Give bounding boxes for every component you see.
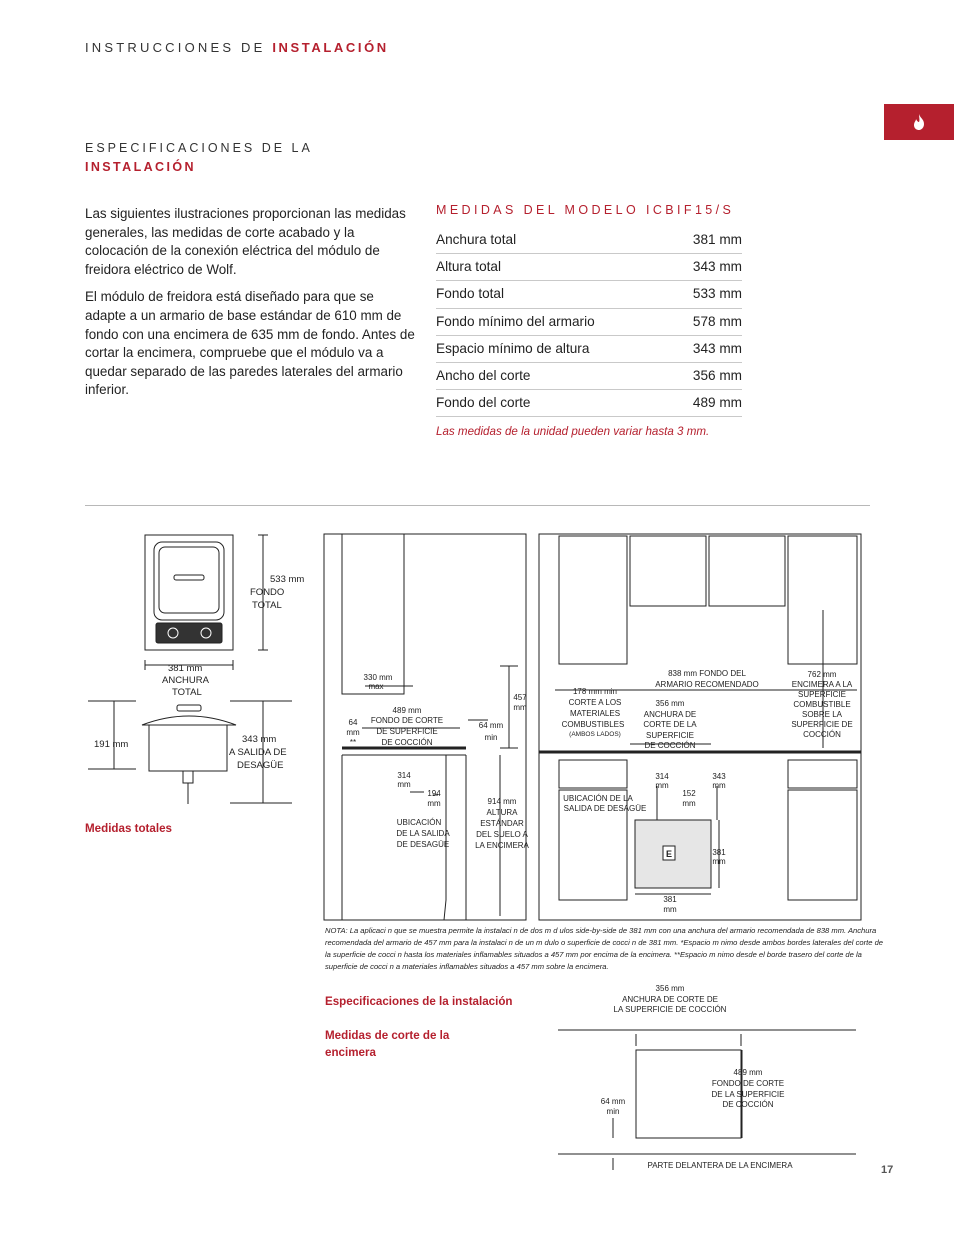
svg-text:SALIDA DE DESAGÜE: SALIDA DE DESAGÜE (563, 804, 647, 813)
svg-text:178 mm min: 178 mm min (572, 687, 618, 696)
svg-text:PARTE DELANTERA DE LA ENCIMERA: PARTE DELANTERA DE LA ENCIMERA (647, 1161, 793, 1170)
svg-text:152: 152 (682, 789, 696, 798)
svg-text:ARMARIO RECOMENDADO: ARMARIO RECOMENDADO (655, 680, 759, 689)
svg-text:mm: mm (663, 905, 677, 914)
spec-table-title: MEDIDAS DEL MODELO ICBIF15/S (436, 203, 735, 217)
spec-row: Anchura total 381 mm (436, 227, 742, 254)
page-header: INSTRUCCIONES DE INSTALACIÓN (85, 40, 389, 55)
overall-labels (94, 574, 304, 771)
svg-text:356 mm: 356 mm (655, 984, 685, 993)
svg-text:762 mm: 762 mm (807, 670, 837, 679)
svg-text:381 mm: 381 mm (168, 663, 203, 674)
spec-note: Las medidas de la unidad pueden variar hasta 3 mm. (436, 425, 710, 438)
intro-paragraph: El módulo de freidora está diseñado para que se adapte a un armario de base estándar de 610 mm de fondo con una encimera de 635 mm de fondo. Antes de cortar la encimera, compruebe que el módulo va a quedar separado de las paredes laterales del armario inferior. (85, 289, 415, 398)
svg-text:343 mm: 343 mm (242, 734, 277, 745)
svg-text:DEL SUELO A: DEL SUELO A (476, 830, 528, 839)
section-title: ESPECIFICACIONES DE LA INSTALACIÓN (85, 141, 313, 174)
cutout-drawing (556, 980, 861, 1172)
cutout-labels (601, 984, 793, 1170)
svg-text:mm: mm (346, 728, 360, 737)
svg-text:DESAGÜE: DESAGÜE (237, 760, 284, 771)
svg-text:mm: mm (712, 857, 726, 866)
svg-text:SUPERFICIE DE: SUPERFICIE DE (791, 720, 853, 729)
svg-text:mm: mm (682, 799, 696, 808)
svg-text:FONDO: FONDO (250, 587, 285, 598)
svg-text:min: min (606, 1107, 620, 1116)
svg-text:TOTAL: TOTAL (172, 687, 202, 698)
svg-text:DE DESAGÜE: DE DESAGÜE (396, 840, 450, 849)
svg-text:DE COCCIÓN: DE COCCIÓN (381, 738, 433, 747)
svg-text:489 mm: 489 mm (733, 1068, 763, 1077)
svg-text:MATERIALES: MATERIALES (569, 709, 621, 718)
header-highlight: INSTALACIÓN (272, 40, 389, 55)
installation-footnote: NOTA: La aplicaci n que se muestra permite la instalaci n de dos m d ulos side-by-side de 381 mm con una anchura del armario recomendada de 838 mm. Anchura recomendada del armario de 457 mm para la instalaci n de un m dulo o superficie de cocci n de 381 mm. *Espacio m nimo desde ambos bordes laterales del corte de la superficie de cocci n hasta los materiales inflamables situados a 457 mm por encima de la encimera. **Espacio m nimo desde el borde trasero del corte de la superficie de cocci n a materiales inflamables situados a 457 mm sobre la encimera. (325, 926, 884, 971)
svg-text:(AMBOS LADOS): (AMBOS LADOS) (569, 731, 621, 738)
spec-row: Altura total 343 mm (436, 254, 742, 281)
svg-text:UBICACIÓN DE LA: UBICACIÓN DE LA (563, 794, 633, 803)
svg-text:mm: mm (427, 799, 441, 808)
svg-text:DE LA SALIDA: DE LA SALIDA (396, 829, 450, 838)
svg-text:330 mm: 330 mm (363, 673, 393, 682)
svg-text:DE SUPERFICIE: DE SUPERFICIE (376, 727, 438, 736)
svg-text:E: E (665, 849, 673, 859)
svg-text:mm: mm (712, 781, 726, 790)
svg-text:CORTE A LOS: CORTE A LOS (568, 698, 622, 707)
svg-text:COMBUSTIBLE: COMBUSTIBLE (793, 700, 851, 709)
svg-text:LA ENCIMERA: LA ENCIMERA (475, 841, 529, 850)
spec-row: Fondo del corte 489 mm (436, 390, 742, 417)
svg-text:mm: mm (655, 781, 669, 790)
svg-text:mm: mm (513, 703, 527, 712)
caption-installation: Especificaciones de la instalación (325, 995, 513, 1008)
svg-text:COMBUSTIBLES: COMBUSTIBLES (561, 720, 625, 729)
svg-text:**: ** (349, 738, 357, 747)
svg-text:SUPERFICIE: SUPERFICIE (797, 690, 847, 699)
svg-text:SOBRE LA: SOBRE LA (801, 710, 843, 719)
svg-text:UBICACIÓN: UBICACIÓN (396, 818, 442, 827)
flame-icon (884, 104, 954, 140)
svg-text:ESTÁNDAR: ESTÁNDAR (480, 819, 524, 828)
svg-text:DE COCCIÓN: DE COCCIÓN (644, 741, 696, 750)
svg-text:914 mm: 914 mm (487, 797, 517, 806)
spec-row: Espacio mínimo de altura 343 mm (436, 336, 742, 363)
intro-paragraph: Las siguientes ilustraciones proporcionan las medidas generales, las medidas de corte acabado y la colocación de la conexión eléctrica del módulo de freidora eléctrico de Wolf. (85, 206, 406, 277)
svg-text:max: max (368, 682, 384, 691)
svg-text:COCCIÓN: COCCIÓN (803, 730, 841, 739)
svg-text:ENCIMERA A LA: ENCIMERA A LA (791, 680, 853, 689)
svg-text:343: 343 (712, 772, 726, 781)
svg-text:489 mm: 489 mm (392, 706, 422, 715)
svg-text:533 mm: 533 mm (270, 574, 305, 585)
svg-text:457: 457 (513, 693, 527, 702)
svg-text:ANCHURA DE: ANCHURA DE (643, 710, 697, 719)
svg-text:838 mm FONDO DEL: 838 mm FONDO DEL (668, 669, 746, 678)
caption-overall: Medidas totales (85, 822, 172, 835)
svg-text:DE COCCIÓN: DE COCCIÓN (722, 1100, 774, 1109)
svg-text:CORTE DE LA: CORTE DE LA (643, 720, 697, 729)
caption-cutout: Medidas de corte de la encimera (325, 1029, 450, 1059)
side-installation-drawing (320, 530, 530, 922)
spec-row: Fondo mínimo del armario 578 mm (436, 309, 742, 336)
svg-text:64 mm: 64 mm (478, 721, 504, 730)
svg-text:381: 381 (663, 895, 677, 904)
intro-text (85, 205, 415, 409)
svg-text:min: min (484, 733, 498, 742)
spec-row: Ancho del corte 356 mm (436, 363, 742, 390)
svg-text:ALTURA: ALTURA (486, 808, 518, 817)
svg-text:mm: mm (397, 780, 411, 789)
svg-text:64 mm: 64 mm (600, 1097, 626, 1106)
svg-text:314: 314 (397, 771, 411, 780)
svg-text:314: 314 (655, 772, 669, 781)
side-labels (346, 673, 529, 850)
spec-row: Fondo total 533 mm (436, 281, 742, 308)
divider (85, 505, 870, 506)
svg-text:381: 381 (712, 848, 726, 857)
front-installation-drawing (535, 530, 865, 922)
svg-text:191 mm: 191 mm (94, 739, 129, 750)
svg-text:FONDO DE CORTE: FONDO DE CORTE (711, 1079, 785, 1088)
svg-text:SUPERFICIE: SUPERFICIE (645, 731, 695, 740)
page-number: 17 (881, 1164, 894, 1176)
svg-text:64: 64 (348, 718, 358, 727)
svg-text:FONDO DE CORTE: FONDO DE CORTE (370, 716, 444, 725)
section-tab (884, 104, 954, 140)
svg-text:LA SUPERFICIE DE COCCIÓN: LA SUPERFICIE DE COCCIÓN (613, 1005, 727, 1014)
svg-text:ANCHURA DE CORTE DE: ANCHURA DE CORTE DE (622, 995, 718, 1004)
svg-text:A SALIDA DE: A SALIDA DE (229, 747, 287, 758)
spec-table (436, 227, 742, 417)
svg-text:194: 194 (427, 789, 441, 798)
svg-text:DE LA SUPERFICIE: DE LA SUPERFICIE (711, 1090, 785, 1099)
svg-text:ANCHURA: ANCHURA (162, 675, 209, 686)
svg-text:TOTAL: TOTAL (252, 600, 282, 611)
overall-dimensions-drawing (80, 525, 310, 815)
svg-text:356 mm: 356 mm (655, 699, 685, 708)
